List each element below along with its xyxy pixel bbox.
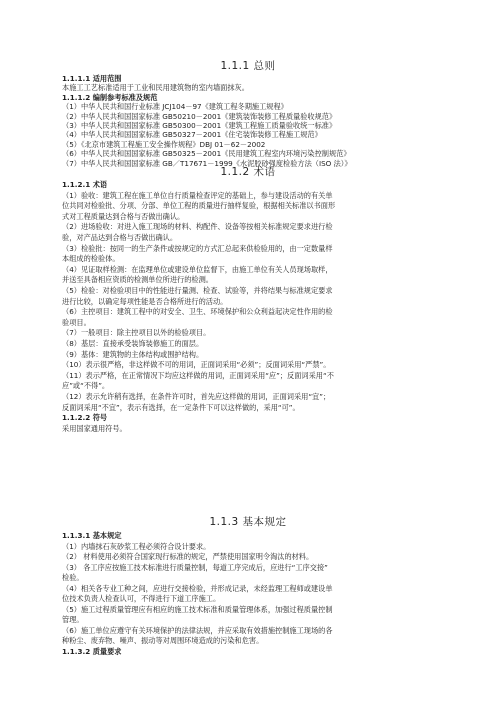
body-text-line: 应”或“不得”。 [62, 381, 110, 391]
body-text-line: （4）中华人民共和国国家标准 GB50327－2001《住宅装饰装修工程施工规范》 [62, 130, 322, 140]
body-text-line: 位共同对检验批、分项、分部、单位工程的质量进行抽样复验，根据相关标准以书面形 [62, 201, 336, 211]
body-text-line: 采用国家通用符号。 [62, 423, 127, 433]
body-text-line: （12）表示允许稍有选择，在条件许可时，首先应这样做的用词，正面词采用“宜”； [62, 392, 331, 401]
subsection-heading: 1.1.3.1 基本规定 [62, 531, 122, 540]
body-text-line: 本施工工艺标准适用于工业和民用建筑物的室内墙面抹灰。 [62, 83, 249, 93]
body-text-line: （6）主控项目：建筑工程中的对安全、卫生、环境保护和公众利益起决定性作用的检 [62, 307, 333, 317]
body-text-line: （3）中华人民共和国国家标准 GB50300－2001《建筑工程施工质量验收统一标准》 [62, 121, 337, 130]
body-text-line: 验，对产品达到合格与否做出确认。 [62, 233, 178, 242]
subsection-heading: 1.1.3.2 质量要求 [62, 646, 122, 656]
subsection-heading: 1.1.1.2 编制参考标准及规范 [62, 92, 158, 102]
body-text-line: （4）相关各专业工种之间，应进行交接检验，并形成记录，未经监理工程师或建设单 [62, 583, 333, 593]
body-text-line: （4）见证取样检测：在监理单位或建设单位监督下，由施工单位有关人员现场取样， [62, 264, 333, 274]
body-text-line: （5）《北京市建筑工程施工安全操作规程》DBJ 01－62－2002 [62, 139, 266, 149]
body-text-line: （2）中华人民共和国国家标准 GB50210－2001《建筑装饰装修工程质量验收规范》 [62, 111, 337, 121]
body-text-line: 检验。 [62, 573, 84, 582]
body-text-line: （5）施工过程质量管理应有相应的施工技术标准和质量管理体系，加强过程质量控制 [62, 604, 333, 614]
body-text-line: （6）中华人民共和国国家标准 GB50325－2001《民用建筑工程室内环境污染控制规范》 [62, 149, 351, 159]
body-text-line: 进行比较，以确定每项性能是否合格所进行的活动。 [62, 296, 228, 306]
subsection-heading: 1.1.2.1 术语 [62, 180, 108, 189]
section-title: 1.1.2 术语 [220, 166, 276, 178]
body-text-line: （9）基体：建筑物的主体结构或围护结构。 [62, 349, 204, 359]
body-text-line: 种粉尘、废弃物、噪声、振动等对周围环境造成的污染和危害。 [62, 636, 264, 645]
body-text-line: （2）进场验收：对进入施工现场的材料、构配件、设备等按相关标准规定要求进行检 [62, 222, 333, 232]
body-text-line: （7）中华人民共和国国家标准 GB／T17671－1999《水泥胶砂强度检验方法（ISO 法）》 [62, 158, 352, 168]
body-text-line: 本组成的检验体。 [62, 254, 120, 264]
body-text-line: （8）基层：直接承受装饰装修施工的面层。 [62, 339, 204, 348]
section-title: 1.1.3 基本规定 [209, 516, 287, 528]
body-text-line: （11）表示严格，在正常情况下均应这样做的用词，正面词采用“应”；反面词采用“不 [62, 370, 334, 380]
body-text-line: （3） 各工序应按施工技术标准进行质量控制，每道工序完成后，应进行“工序交接” [62, 562, 328, 572]
body-text-line: 验项目。 [62, 317, 91, 327]
body-text-line: （6）施工单位应遵守有关环境保护的法律法规，并应采取有效措施控制施工现场的各 [62, 625, 333, 635]
body-text-line: 管理。 [62, 615, 84, 624]
subsection-heading: 1.1.1.1 适用范围 [62, 74, 122, 83]
body-text-line: （5）检验：对检验项目中的性能进行量测、检查、试验等，并将结果与标准规定要求 [62, 286, 333, 295]
body-text-line: （3）检验批：按同一的生产条件或按规定的方式汇总起来供检验用的，由一定数量样 [62, 243, 333, 253]
body-text-line: 位技术负责人检查认可，不得进行下道工序施工。 [62, 594, 221, 603]
body-text-line: 式对工程质量达到合格与否做出确认。 [62, 211, 185, 221]
body-text-line: （1）内墙抹石灰砂浆工程必须符合设计要求。 [62, 541, 211, 551]
body-text-line: 反面词采用“不宜”，表示有选择，在一定条件下可以这样做的，采用“可”。 [62, 402, 300, 412]
body-text-line: （1）中华人民共和国行业标准 JCJ104－97《建筑工程冬期施工规程》 [62, 102, 288, 112]
body-text-line: 并送至具备相应资质的检测单位所进行的检测。 [62, 275, 213, 285]
body-text-line: （1）验收：建筑工程在施工单位自行质量检查评定的基础上，参与建设活动的有关单 [62, 190, 333, 200]
subsection-heading: 1.1.2.2 符号 [62, 413, 108, 423]
body-text-line: （7）一般项目：除主控项目以外的检验项目。 [62, 328, 211, 338]
body-text-line: （2） 材料使用必须符合国家现行标准的规定，严禁使用国家明令淘汰的材料。 [62, 552, 314, 561]
body-text-line: （10）表示很严格，非这样做不可的用词，正面词采用“必须”；反面词采用“严禁”。 [62, 360, 331, 370]
section-title: 1.1.1 总则 [220, 60, 276, 72]
